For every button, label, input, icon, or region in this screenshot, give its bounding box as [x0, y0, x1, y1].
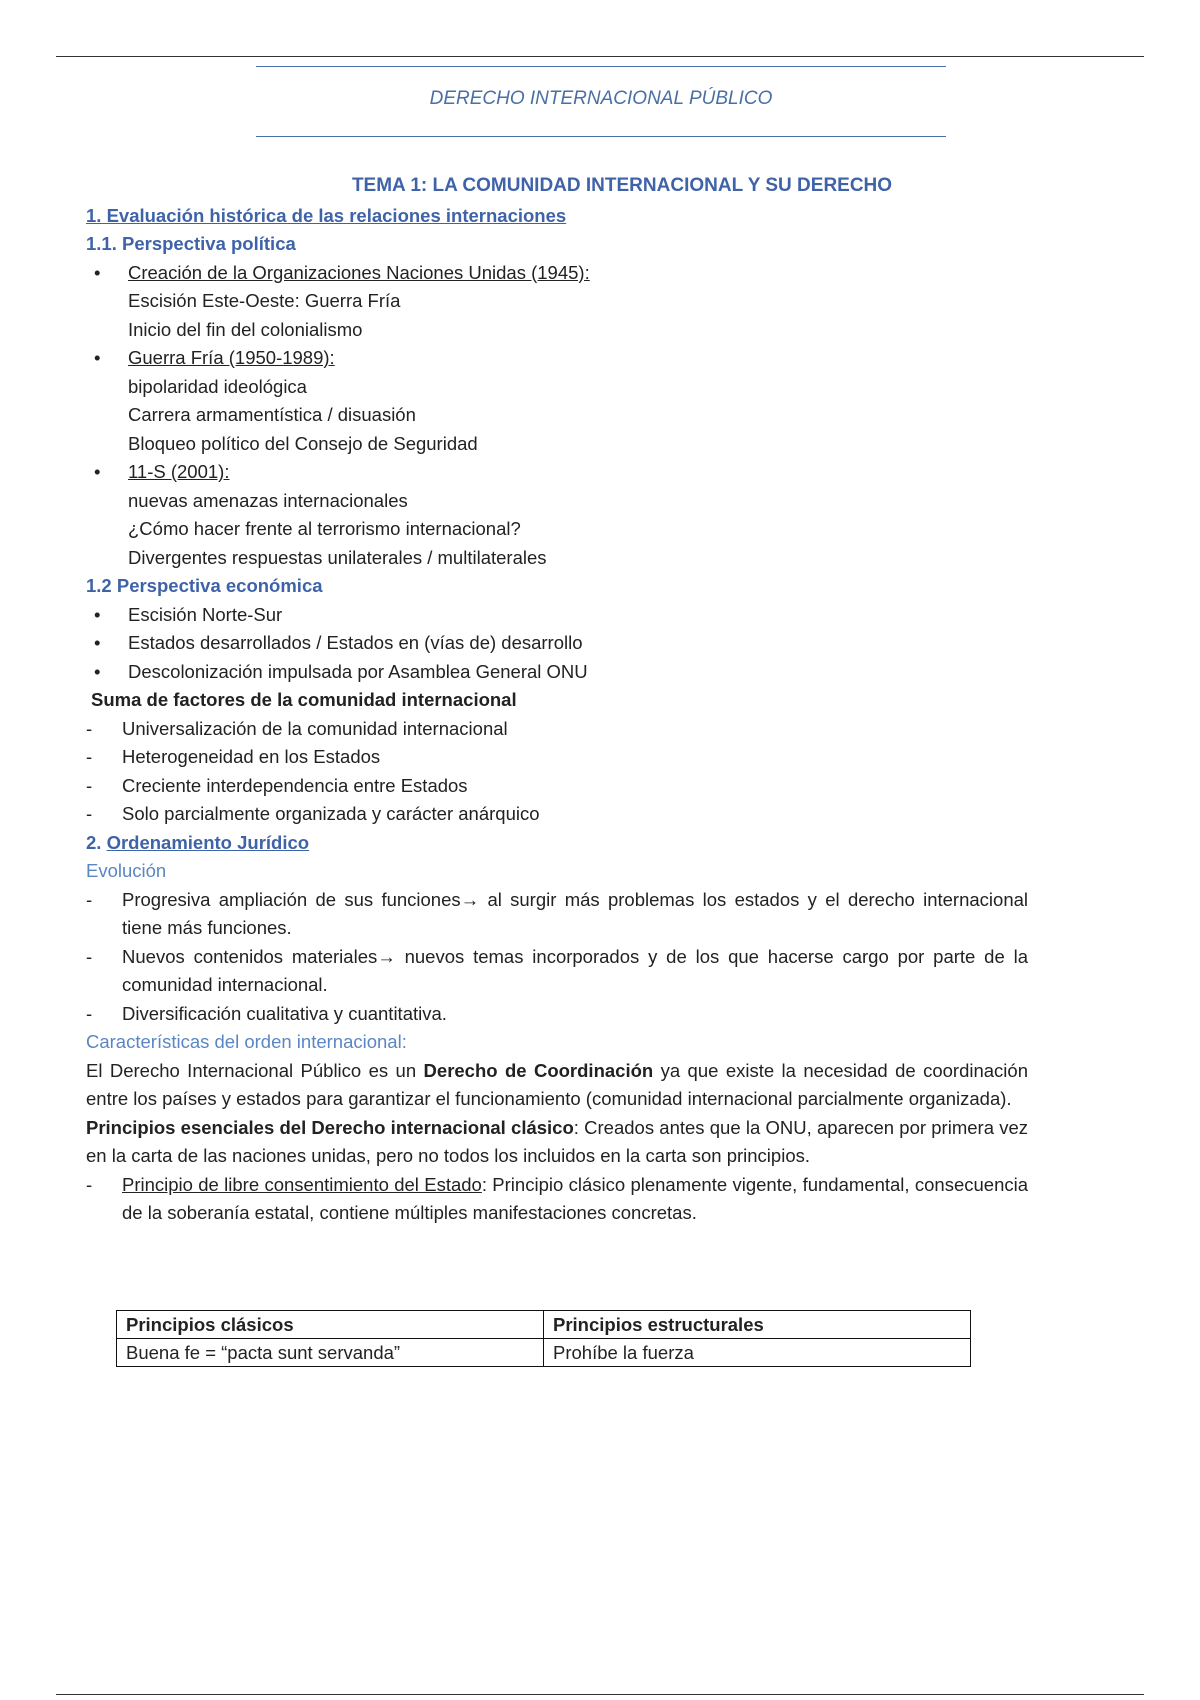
- list-item: - Progresiva ampliación de sus funciones→ al surgir más problemas los estados y el derecho internacional tiene más funciones.: [86, 888, 1029, 938]
- list-item: - Creciente interdependencia entre Estados: [86, 774, 468, 796]
- list-item: - Heterogeneidad en los Estados: [86, 746, 381, 767]
- list-item: • Descolonización impulsada por Asamblea General ONU: [94, 660, 588, 682]
- caracteristicas-paragraph: El Derecho Internacional Público es un Derecho de Coordinación ya que existe la necesidad de coordinación entre los países y estados para garantizar el funcionamiento (comunidad internacional parcialmente organizada).: [86, 1059, 1028, 1109]
- page-bottom-rule: [56, 1694, 1144, 1695]
- list-subitem: ¿Cómo hacer frente al terrorismo internacional?: [128, 518, 521, 539]
- table-header-row: [117, 1311, 971, 1339]
- table-row: [117, 1339, 971, 1367]
- list-item: • Creación de la Organizaciones Naciones Unidas (1945):: [94, 261, 590, 283]
- list-item: • 11-S (2001):: [94, 461, 230, 482]
- table-cell: Buena fe = “pacta sunt servanda”: [117, 1339, 544, 1367]
- list-item: • Estados desarrollados / Estados en (vías de) desarrollo: [94, 632, 583, 653]
- table-header-cell: Principios clásicos: [117, 1311, 544, 1339]
- document-body: [86, 172, 1028, 1228]
- list-item: - Diversificación cualitativa y cuantitativa.: [86, 1002, 447, 1024]
- list-subitem: bipolaridad ideológica: [128, 375, 307, 397]
- arrow-icon: →: [377, 945, 396, 967]
- list-subitem: Inicio del fin del colonialismo: [128, 318, 363, 340]
- page-top-rule: [56, 56, 1144, 57]
- list-subitem: Carrera armamentística / disuasión: [128, 404, 416, 425]
- evolucion-heading: Evolución: [86, 860, 167, 881]
- section-2-heading: [86, 829, 1028, 858]
- header-title: DERECHO INTERNACIONAL PÚBLICO: [429, 88, 773, 109]
- list-item: - Principio de libre consentimiento del Estado: Principio clásico plenamente vigente, fundamental, consecuencia de la soberanía estatal, contiene múltiples manifestaciones concretas.: [86, 1173, 1029, 1223]
- running-header: [256, 66, 946, 136]
- table-cell: Prohíbe la fuerza: [544, 1339, 971, 1367]
- list-subitem: nuevas amenazas internacionales: [128, 489, 408, 511]
- section-1-number: 1.: [86, 204, 102, 226]
- header-rule-bottom: [256, 136, 946, 137]
- list-item: - Universalización de la comunidad internacional: [86, 717, 508, 739]
- section-1-title: Evaluación histórica de las relaciones internaciones: [106, 204, 567, 226]
- list-item: • Escisión Norte-Sur: [94, 603, 283, 625]
- list-subitem: Divergentes respuestas unilaterales / multilaterales: [128, 546, 547, 568]
- list-item: • Guerra Fría (1950-1989):: [94, 347, 335, 368]
- section-2-number: 2.: [86, 831, 102, 853]
- arrow-icon: →: [460, 888, 480, 910]
- list-item: - Solo parcialmente organizada y carácter anárquico: [86, 803, 540, 824]
- principios-paragraph: Principios esenciales del Derecho internacional clásico: Creados antes que la ONU, aparecen por primera vez en la carta de las naciones unidas, pero no todos los incluidos en la carta son principios.: [86, 1116, 1028, 1166]
- principios-table: [116, 1310, 971, 1367]
- section-1-2-heading: 1.2 Perspectiva económica: [86, 575, 323, 596]
- section-2-title: Ordenamiento Jurídico: [106, 831, 310, 853]
- main-title: TEMA 1: LA COMUNIDAD INTERNACIONAL Y SU DERECHO: [351, 175, 893, 196]
- table-header-cell: Principios estructurales: [544, 1311, 971, 1339]
- caracteristicas-heading: Características del orden internacional:: [86, 1031, 407, 1052]
- list-subitem: Escisión Este-Oeste: Guerra Fría: [128, 290, 401, 311]
- section-1-heading: [86, 202, 1028, 231]
- header-rule-top: [256, 66, 946, 67]
- factores-heading: Suma de factores de la comunidad internacional: [91, 689, 517, 710]
- list-item: - Nuevos contenidos materiales→ nuevos temas incorporados y de los que hacerse cargo por parte de la comunidad internacional.: [86, 945, 1028, 995]
- list-subitem: Bloqueo político del Consejo de Seguridad: [128, 432, 478, 454]
- section-1-1-heading: 1.1. Perspectiva política: [86, 233, 296, 254]
